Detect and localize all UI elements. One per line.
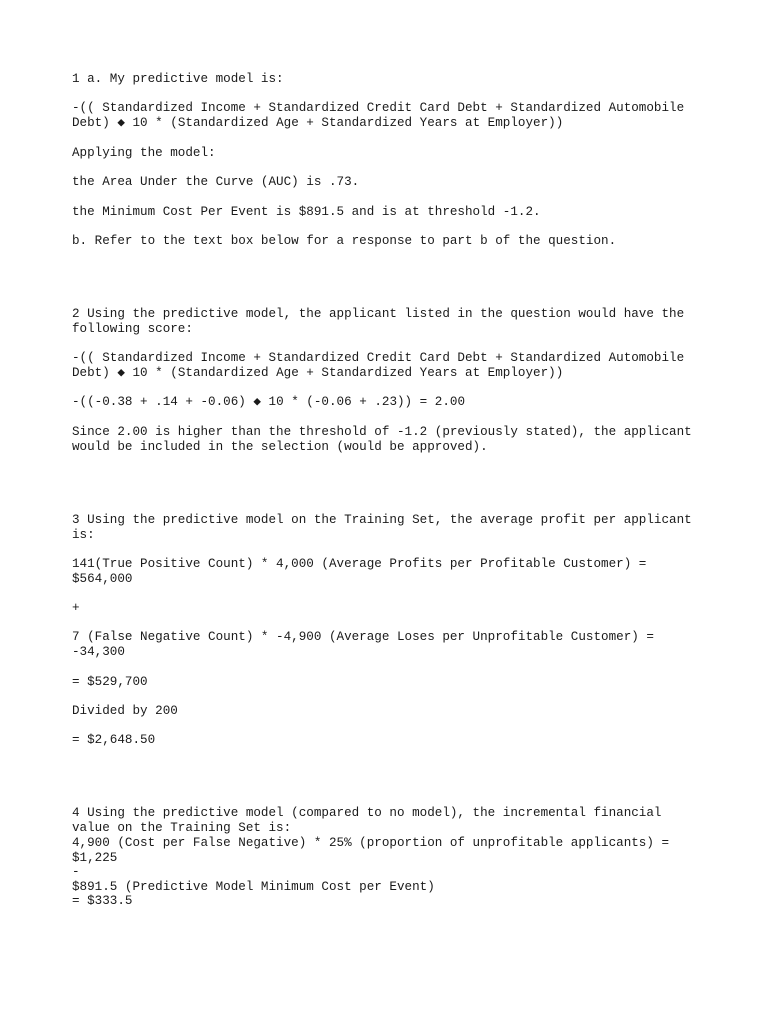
q3-plus-sign: + [72,601,80,615]
q2-intro-line-1: 2 Using the predictive model, the applicant listed in the question would have the [72,307,685,321]
q2-calculation: -((-0.38 + .14 + -0.06) ◆ 10 * (-0.06 + .23)) = 2.00 [72,395,466,409]
q4-intro-line-2: value on the Training Set is: [72,821,292,835]
q1-min-cost-text: the Minimum Cost Per Event is $891.5 and is at threshold -1.2. [72,205,541,219]
q1-heading: 1 a. My predictive model is: [72,72,284,86]
q1-model-line-1: -(( Standardized Income + Standardized Credit Card Debt + Standardized Automobile [72,101,685,115]
q4-cost-line-1: 4,900 (Cost per False Negative) * 25% (proportion of unprofitable applicants) = [72,836,670,850]
q2-conclusion-line-2: would be included in the selection (would be approved). [72,440,488,454]
q1-part-b-text: b. Refer to the text box below for a response to part b of the question. [72,234,617,248]
q3-false-negative-line-1: 7 (False Negative Count) * -4,900 (Average Loses per Unprofitable Customer) = [72,630,654,644]
q3-intro-line-2: is: [72,528,95,542]
q4-minus-sign: - [72,865,80,879]
q3-intro-line-1: 3 Using the predictive model on the Training Set, the average profit per applicant [72,513,692,527]
q2-intro-line-2: following score: [72,322,193,336]
q1-auc-text: the Area Under the Curve (AUC) is .73. [72,175,360,189]
q3-sum: = $529,700 [72,675,148,689]
q1-applying-text: Applying the model: [72,146,216,160]
q4-intro-line-1: 4 Using the predictive model (compared to no model), the incremental financial [72,806,662,820]
q4-model-cost: $891.5 (Predictive Model Minimum Cost per Event) [72,880,435,894]
q3-true-positive-line-2: $564,000 [72,572,133,586]
q4-cost-line-2: $1,225 [72,851,118,865]
q4-result: = $333.5 [72,894,133,908]
q2-model-line-1: -(( Standardized Income + Standardized Credit Card Debt + Standardized Automobile [72,351,685,365]
q2-model-line-2: Debt) ◆ 10 * (Standardized Age + Standardized Years at Employer)) [72,366,564,380]
q3-result: = $2,648.50 [72,733,156,747]
q3-divided-text: Divided by 200 [72,704,178,718]
q2-conclusion-line-1: Since 2.00 is higher than the threshold of -1.2 (previously stated), the applicant [72,425,692,439]
q3-false-negative-line-2: -34,300 [72,645,125,659]
q3-true-positive-line-1: 141(True Positive Count) * 4,000 (Average Profits per Profitable Customer) = [72,557,647,571]
q1-model-line-2: Debt) ◆ 10 * (Standardized Age + Standardized Years at Employer)) [72,116,564,130]
